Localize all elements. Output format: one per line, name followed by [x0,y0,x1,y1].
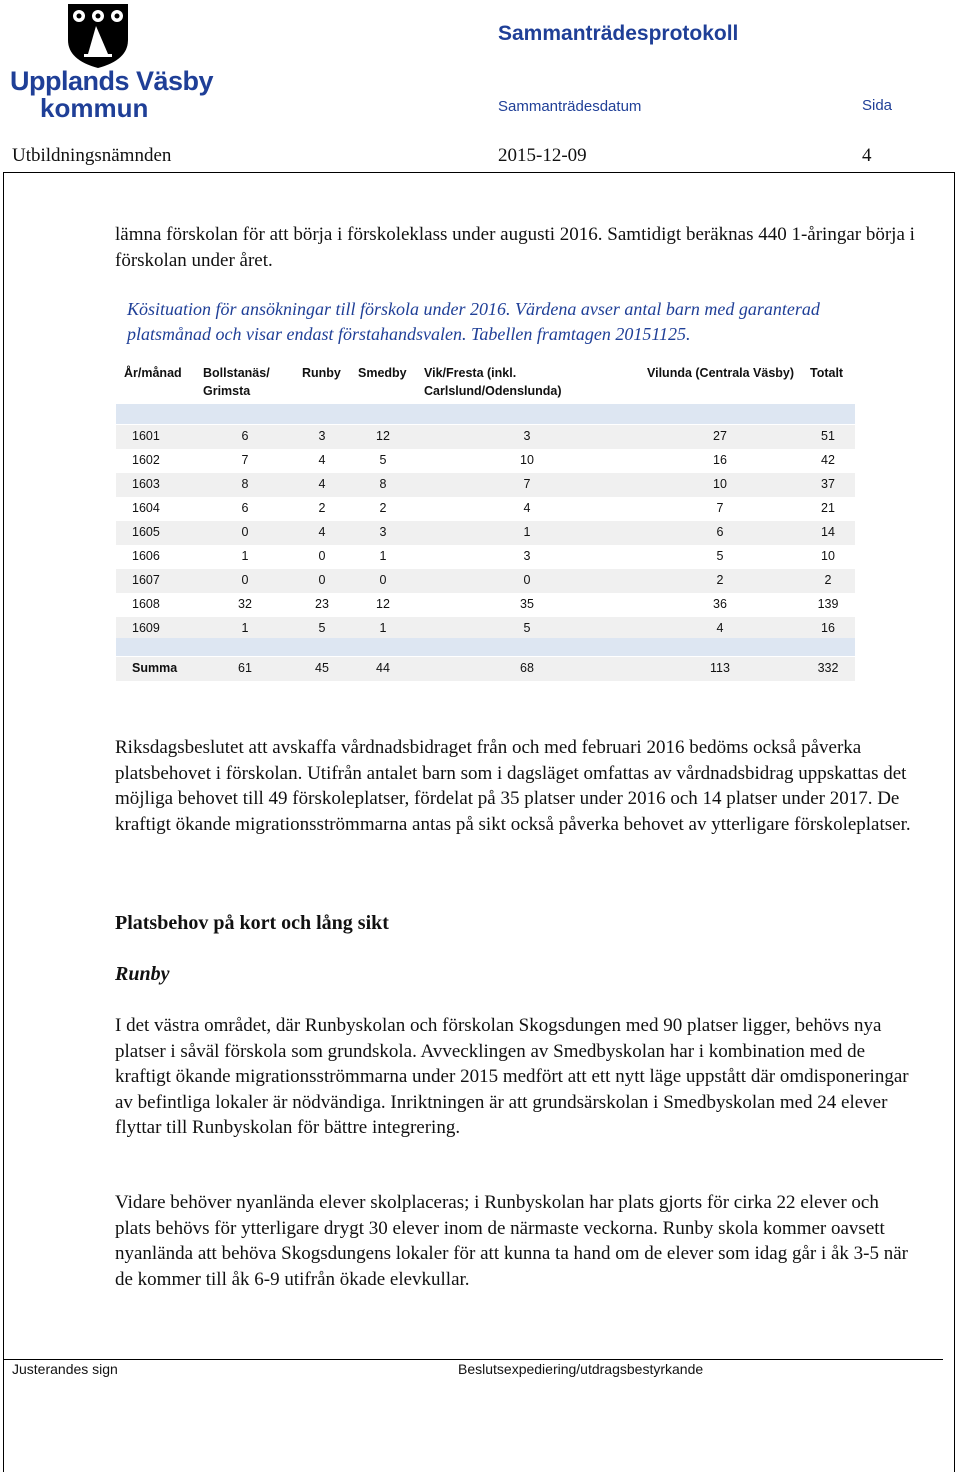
table-cell: 3 [523,429,531,443]
section-heading: Platsbehov på kort och lång sikt [115,912,389,934]
table-cell: 3 [318,429,326,443]
column-header-vilunda: Vilunda (Centrala Väsby) [647,366,795,380]
document-title: Sammanträdesprotokoll [498,22,739,45]
table-cell: 42 [821,453,835,467]
table-cell: 1 [241,549,249,563]
table-cell: 0 [318,573,326,587]
column-header-month: År/månad [124,366,182,380]
table-cell: 2 [824,573,832,587]
summary-cell: 45 [315,661,329,675]
table-cell: 4 [318,525,326,539]
page-label: Sida [862,97,893,114]
table-cell: 10 [821,549,835,563]
paragraph-runby-newcomers: Vidare behöver nyanlända elever skolplaceras; i Runbyskolan har plats gjorts för cirka 22 elever och plats behövs för ytterligare drygt 30 elever inom de närmaste veckorna. Runby skola kommer oavsett nyanlända att behöva Skogsdungens lokaler för att kunna ta hand om de elever som idag går i åk 3-5 när de kommer till åk 6-9 utifrån ökade elevkullar. [115,1192,909,1290]
column-header-total: Totalt [810,366,844,380]
summary-row [116,657,855,682]
table-cell: 5 [523,621,531,635]
row-month-cell: 1604 [132,501,160,515]
table-cell: 8 [241,477,249,491]
summary-cell: 332 [817,661,839,675]
column-header-smedby: Smedby [358,366,407,380]
meeting-date: 2015-12-09 [498,145,587,166]
table-cell: 1 [523,525,531,539]
table-cell: 4 [523,501,531,515]
table-row [116,521,855,546]
table-cell: 36 [713,597,727,611]
table-row [116,497,855,522]
meeting-date-label: Sammanträdesdatum [498,98,642,115]
table-row [116,449,855,474]
page-number: 4 [862,145,872,166]
footer-divider [3,1359,943,1360]
row-month-cell: 1608 [132,597,160,611]
row-month-cell: 1602 [132,453,160,467]
footer-certification-label: Beslutsexpediering/utdragsbestyrkande [458,1361,704,1377]
table-cell: 35 [520,597,534,611]
intro-paragraph: lämna förskolan för att börja i förskoleklass under augusti 2016. Samtidigt beräknas 440 1-åringar börja i förskolan under året. [115,224,915,271]
row-month-cell: 1609 [132,621,160,635]
table-cell: 139 [817,597,839,611]
municipality-suffix: kommun [40,93,149,123]
table-row [116,425,855,450]
column-header-runby: Runby [302,366,341,380]
summary-cell: 61 [238,661,252,675]
table-row [116,473,855,498]
table-cell: 4 [318,453,326,467]
column-header-vik-fresta: Vik/Fresta (inkl. Carlslund/Odenslunda) [424,366,562,398]
table-cell: 6 [716,525,724,539]
table-cell: 4 [318,477,326,491]
table-cell: 1 [379,549,387,563]
column-header-bollstanas: Bollstanäs/ Grimsta [203,366,270,398]
table-cell: 10 [520,453,534,467]
table-cell: 5 [379,453,387,467]
table-cell: 3 [523,549,531,563]
committee-name: Utbildningsnämnden [12,145,172,166]
summary-cell: 44 [376,661,390,675]
table-cell: 2 [716,573,724,587]
paragraph-runby-west: I det västra området, där Runbyskolan och förskolan Skogsdungen med 90 platser ligger, behövs nya platser i såväl förskola som grundskola. Avvecklingen av Smedbyskolan har i kombination med de kraftigt ökande migrationsströmmarna under 2015 medfört att ett nytt läge uppstått där omdisponeringar av befintliga lokaler är nödvändiga. Inriktningen är att grundsärskolan i Smedbyskolan med 24 elever flyttar till Runbyskolan för bättre integrering. [115,1015,909,1138]
summary-cell: 68 [520,661,534,675]
section-subheading: Runby [115,963,170,985]
table-caption: Kösituation för ansökningar till förskola under 2016. Värdena avser antal barn med garanterad platsmånad och visar endast förstahandsvalen. Tabellen framtagen 20151125. [127,299,820,344]
table-row [116,569,855,594]
table-cell: 7 [716,501,724,515]
table-cell: 12 [376,429,390,443]
table-cell: 37 [821,477,835,491]
table-cell: 0 [241,573,249,587]
table-cell: 7 [523,477,531,491]
table-cell: 1 [241,621,249,635]
summary-cell: 113 [710,661,730,675]
summary-label: Summa [132,661,178,675]
table-cell: 51 [821,429,835,443]
header-band [116,404,855,424]
table-cell: 4 [716,621,724,635]
municipality-logo [10,2,214,124]
table-cell: 16 [821,621,835,635]
table-cell: 27 [713,429,727,443]
table-cell: 2 [379,501,387,515]
row-month-cell: 1607 [132,573,160,587]
table-cell: 5 [716,549,724,563]
table-cell: 16 [713,453,727,467]
row-month-cell: 1601 [132,429,160,443]
municipality-name: Upplands Väsby [10,66,214,96]
row-month-cell: 1606 [132,549,160,563]
row-month-cell: 1605 [132,525,160,539]
table-row [116,545,855,570]
table-cell: 3 [379,525,387,539]
table-cell: 0 [523,573,531,587]
table-cell: 23 [315,597,329,611]
table-cell: 7 [241,453,249,467]
table-cell: 0 [318,549,326,563]
table-cell: 6 [241,429,249,443]
table-cell: 21 [821,501,835,515]
table-cell: 6 [241,501,249,515]
table-cell: 8 [379,477,387,491]
table-cell: 32 [238,597,252,611]
paragraph-vardnadsbidrag: Riksdagsbeslutet att avskaffa vårdnadsbidraget från och med februari 2016 bedöms också påverka platsbehovet i förskolan. Utifrån antalet barn som i dagsläget omfattas av vårdnadsbidrag uppskattas det möjliga behovet till 49 förskoleplatser, fördelat på 35 platser under 2016 och 14 platser under 2017. De kraftigt ökande migrationsströmmarna antas på sikt också påverka behovet av ytterligare förskoleplatser. [115,737,911,835]
footer-signature-label: Justerandes sign [12,1361,118,1377]
table-cell: 1 [379,621,387,635]
table-cell: 0 [379,573,387,587]
table-cell: 5 [318,621,326,635]
table-cell: 12 [376,597,390,611]
row-month-cell: 1603 [132,477,160,491]
table-cell: 0 [241,525,249,539]
table-row [116,593,855,618]
table-cell: 10 [713,477,727,491]
table-cell: 2 [318,501,326,515]
summary-band [116,638,855,656]
table-cell: 14 [821,525,835,539]
